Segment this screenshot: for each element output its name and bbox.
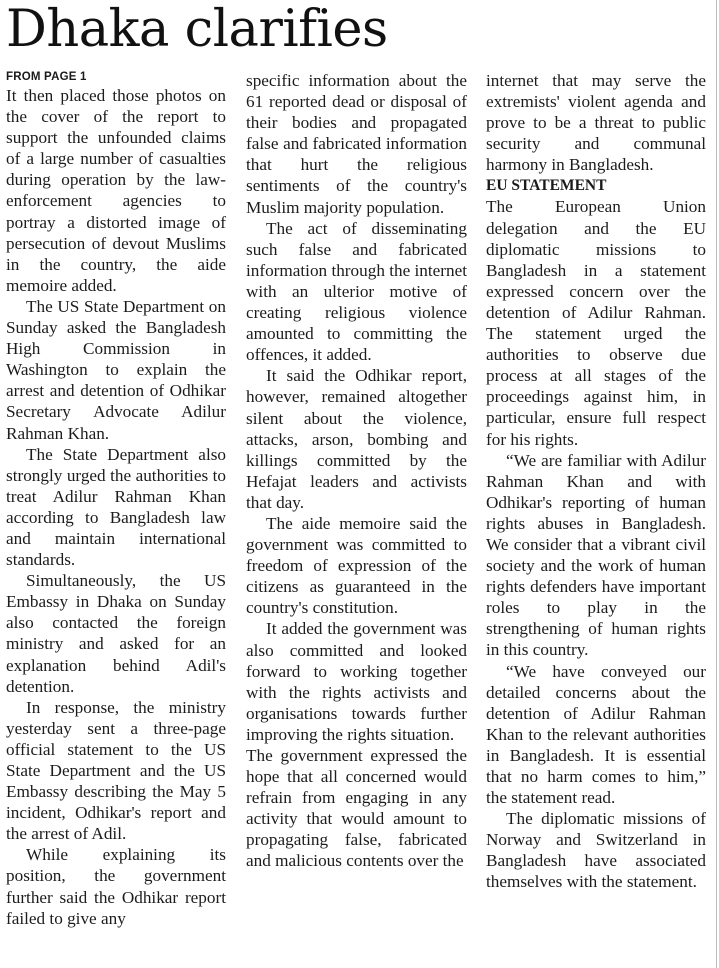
article-column-3 [486, 70, 706, 968]
paragraph: The aide memoire said the government was committed to freedom of expression of the citizens as guaranteed in the country's constitution. [246, 513, 467, 618]
paragraph: The US State Department on Sunday asked the Bangladesh High Commission in Washington to explain the arrest and detention of Odhikar Secretary Advocate Adilur Rahman Khan. [6, 296, 226, 443]
paragraph: The government expressed the hope that all concerned would refrain from engaging in any activity that would amount to propagating false, fabricated and malicious contents over the [246, 746, 467, 871]
headline: Dhaka clarifies [6, 0, 388, 59]
paragraph: It said the Odhikar report, however, remained altogether silent about the violence, attacks, arson, bombing and killings committed by the Hefajat leaders and activists that day. [246, 366, 467, 512]
paragraph: The State Department also strongly urged the authorities to treat Adilur Rahman Khan according to Bangladesh law and maintain international standards. [6, 444, 226, 570]
paragraph: specific information about the 61 reported dead or disposal of their bodies and propagated false and fabricated information that hurt the religious sentiments of the country's Muslim majority population. [246, 71, 467, 217]
section-subhead: EU STATEMENT [486, 177, 607, 195]
column-rule [716, 0, 717, 968]
paragraph: In response, the ministry yesterday sent a three-page official statement to the US State Department and the US Embassy describing the May 5 incident, Odhikar's report and the arrest of Adil. [6, 697, 226, 844]
paragraph: Simultaneously, the US Embassy in Dhaka on Sunday also contacted the foreign ministry and asked for an explanation behind Adil's detention. [6, 571, 226, 696]
paragraph: It then placed those photos on the cover of the report to support the unfounded claims of a large number of casualties during operation by the law-enforcement agencies to portray a distorted image of persecution of devout Muslims in the country, the aide memoire added. [6, 86, 226, 295]
paragraph: internet that may serve the extremists' violent agenda and prove to be a threat to public security and communal harmony in Bangladesh. [486, 71, 706, 175]
article-column-2 [246, 70, 467, 968]
paragraph: “We have conveyed our detailed concerns about the detention of Adilur Rahman Khan to the relevant authorities in Bangladesh. It is essential that no harm comes to him,” the statement read. [486, 661, 706, 808]
paragraph: “We are familiar with Adilur Rahman Khan and with Odhikar's reporting of human rights abuses in Bangladesh. We consider that a vibrant civil society and the work of human rights defenders have important roles to play in the strengthening of human rights in this country. [486, 450, 706, 660]
paragraph: It added the government was also committed and looked forward to working together with the rights activists and organisations towards further improving the rights situation. [246, 619, 467, 744]
paragraph: The diplomatic missions of Norway and Switzerland in Bangladesh have associated themselves with the statement. [486, 809, 706, 892]
page-reference-kicker: FROM PAGE 1 [6, 71, 87, 83]
paragraph: The European Union delegation and the EU diplomatic missions to Bangladesh in a statement expressed concern over the detention of Adilur Rahman. The statement urged the authorities to observe due process at all stages of the proceedings against him, in particular, ensure full respect for his rights. [486, 197, 706, 449]
paragraph: While explaining its position, the government further said the Odhikar report failed to give any [6, 845, 226, 928]
paragraph: The act of disseminating such false and fabricated information through the internet with an ulterior motive of creating religious violence amounted to committing the offences, it added. [246, 218, 467, 365]
article-column-1 [6, 70, 226, 968]
